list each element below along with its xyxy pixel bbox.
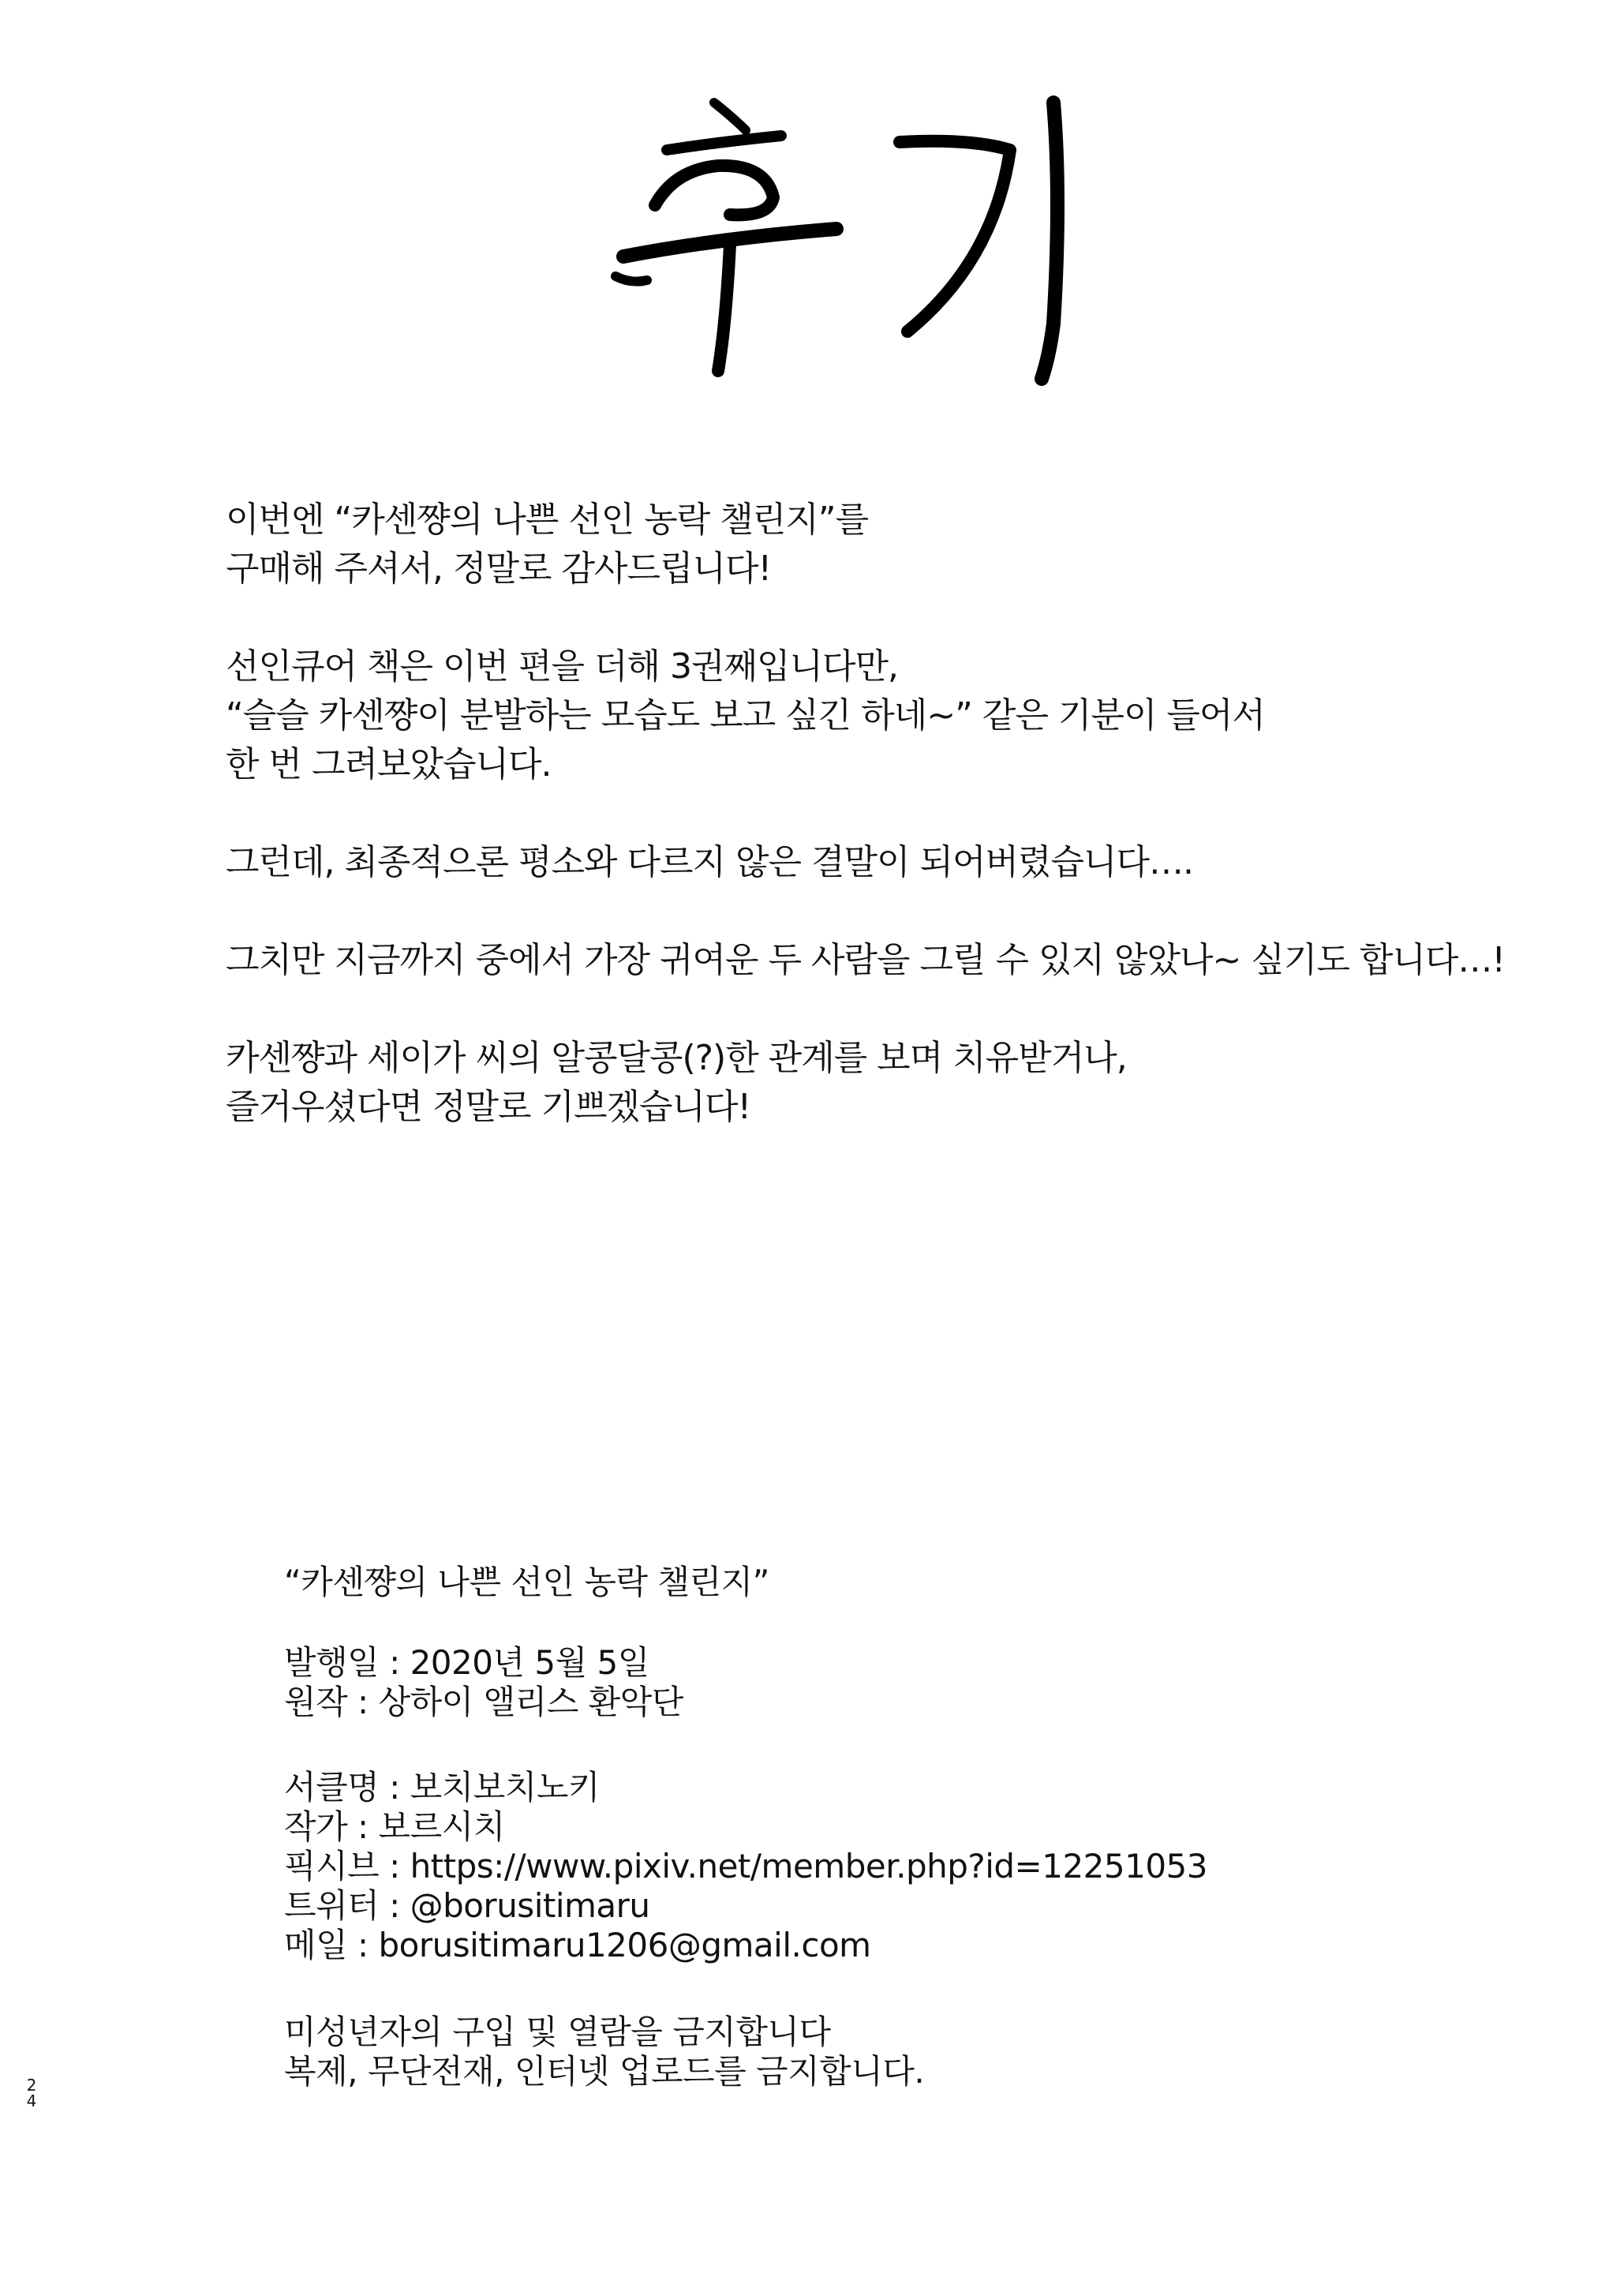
page-number — [24, 2077, 39, 2109]
copy-restriction-notice: 복제, 무단전재, 인터넷 업로드를 금지합니다. — [284, 2052, 925, 2091]
title-calligraphy — [600, 87, 1089, 395]
colophon-notices — [284, 2013, 1389, 2091]
original-work: 원작 : 상하이 앨리스 환악단 — [284, 1683, 683, 1721]
afterword-paragraph-4 — [226, 936, 1505, 985]
twitter-handle: 트위터 : @borusitimaru — [284, 1886, 650, 1925]
afterword-line: 구매해 주셔서, 정말로 감사드립니다! — [226, 549, 772, 589]
email-address: 메일 : borusitimaru1206@gmail.com — [284, 1926, 871, 1964]
afterword-line: 카센쨩과 세이가 씨의 알콩달콩(?)한 관계를 보며 치유받거나, — [226, 1038, 1127, 1078]
afterword-line: “슬슬 카센쨩이 분발하는 모습도 보고 싶긴 하네~” 같은 기분이 들어서 — [226, 695, 1265, 736]
afterword-line: 그런데, 최종적으론 평소와 다르지 않은 결말이 되어버렸습니다…. — [226, 842, 1193, 882]
page-number-digit: 2 — [26, 2076, 37, 2095]
afterword-body — [226, 496, 1505, 1181]
afterword-line: 즐거우셨다면 정말로 기쁘겠습니다! — [226, 1087, 751, 1127]
publication-date: 발행일 : 2020년 5월 5일 — [284, 1643, 649, 1682]
afterword-line: 한 번 그려보았습니다. — [226, 744, 552, 785]
author-name: 작가 : 보르시치 — [284, 1807, 505, 1846]
colophon-publication — [284, 1643, 1389, 1722]
page-number-digit: 4 — [26, 2091, 37, 2110]
afterword-paragraph-3 — [226, 838, 1409, 887]
afterword-paragraph-2 — [226, 642, 1409, 789]
afterword-line: 이번엔 “카센쨩의 나쁜 선인 농락 챌린지”를 — [226, 500, 869, 540]
afterword-paragraph-1 — [226, 496, 1409, 594]
afterword-line: 선인큐어 책은 이번 편을 더해 3권째입니다만, — [226, 646, 898, 687]
calligraphy-drawing — [600, 87, 1089, 395]
colophon-circle-info — [284, 1768, 1389, 1965]
afterword-paragraph-5 — [226, 1034, 1409, 1132]
colophon — [284, 1563, 1389, 2137]
age-restriction-notice: 미성년자의 구입 및 열람을 금지합니다 — [284, 2013, 831, 2051]
circle-name: 서클명 : 보치보치노키 — [284, 1768, 601, 1807]
afterword-line: 그치만 지금까지 중에서 가장 귀여운 두 사람을 그릴 수 있지 않았나~ 싶기도 합니다…! — [226, 940, 1505, 980]
colophon-book-title: “카센쨩의 나쁜 선인 농락 챌린지” — [284, 1563, 769, 1601]
pixiv-link: 픽시브 : https://www.pixiv.net/member.php?id=12251053 — [284, 1847, 1207, 1885]
